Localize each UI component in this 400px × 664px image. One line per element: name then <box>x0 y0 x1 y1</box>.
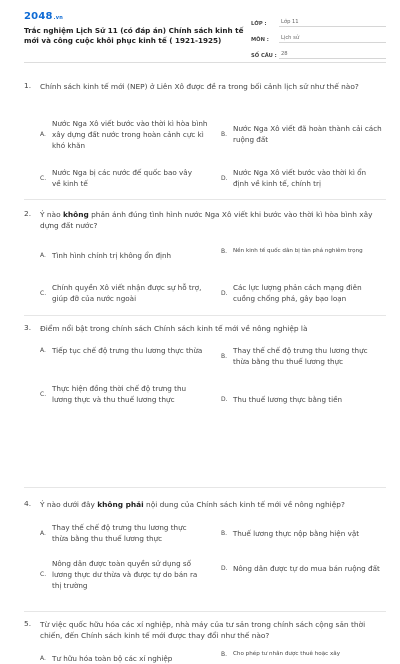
question-number: 3. <box>24 323 32 332</box>
option-d[interactable]: D. Các lực lượng phản cách mạng điên cuồng chống phá, gây bạo loạn <box>221 283 362 303</box>
question-text: Điểm nổi bật trong chính sách Chính sách kinh tế mới về nông nghiệp là <box>40 324 308 333</box>
option-b[interactable]: B. Nền kinh tế quốc dân bị tàn phá nghiêm trọng <box>221 248 363 255</box>
question-number: 5. <box>24 619 32 628</box>
option-c[interactable]: C. Nước Nga bị các nước đế quốc bao vây về kinh tế <box>40 168 192 188</box>
option-c[interactable]: C. Thực hiện đồng thời chế độ trưng thu lương thực và thu thuế lương thực <box>40 384 187 404</box>
quiz-meta <box>251 14 386 62</box>
option-b[interactable]: B. Thay thế chế độ trưng thu lương thực thừa bằng thu thuế lương thực <box>221 346 368 366</box>
option-a[interactable]: A. Tiếp tục chế độ trưng thu lương thực thừa <box>40 346 203 355</box>
meta-subject: MÔN : Lịch sử <box>251 30 386 43</box>
question-divider <box>24 315 386 316</box>
option-a[interactable]: A. Nước Nga Xô viết bước vào thời kì hòa bình xây dựng đất nước trong hoàn cảnh cực kì khó khăn <box>40 119 208 150</box>
option-d[interactable]: D. Thu thuế lương thực bằng tiền <box>221 395 343 404</box>
question-text: Chính sách kinh tế mới (NEP) ở Liên Xô được đề ra trong bối cảnh lịch sử như thế nào? <box>40 82 359 91</box>
question-divider <box>24 487 386 488</box>
question-number: 4. <box>24 499 32 508</box>
option-a[interactable]: A. Thay thế chế độ trưng thu lương thực thừa bằng thu thuế lương thực <box>40 523 187 543</box>
option-d[interactable]: D. Nước Nga Xô viết bước vào thời kì ổn định về kinh tế, chính trị <box>221 168 367 188</box>
option-b[interactable]: B. Cho phép tư nhân được thuê hoặc xây <box>221 651 341 658</box>
question-text: Từ việc quốc hữu hóa các xí nghiệp, nhà máy của tư sản trong chính sách cộng sản thời chiến, đến Chính sách kinh tế mới được thay đổi như thế nào? <box>40 620 366 640</box>
option-b[interactable]: B. Thuế lương thực nộp bằng hiện vật <box>221 529 360 538</box>
question-divider <box>24 199 386 200</box>
meta-question-count: SỐ CÂU : 28 <box>251 46 386 59</box>
site-logo[interactable]: 2048.vn <box>24 11 63 22</box>
question-text: Ý nào không phản ánh đúng tình hình nước Nga Xô viết khi bước vào thời kì hòa bình xây dựng đất nước? <box>40 210 373 230</box>
option-a[interactable]: A. Tư hữu hóa toàn bộ các xí nghiệp <box>40 654 173 663</box>
option-c[interactable]: C. Chính quyền Xô viết nhận được sự hỗ trợ, giúp đỡ của nước ngoài <box>40 283 202 303</box>
page-header <box>24 0 386 63</box>
option-d[interactable]: D. Nông dân được tự do mua bán ruộng đất <box>221 564 380 573</box>
question-number: 2. <box>24 209 32 218</box>
option-a[interactable]: A. Tình hình chính trị không ổn định <box>40 251 172 260</box>
question-number: 1. <box>24 81 32 90</box>
option-c[interactable]: C. Nông dân được toàn quyền sử dụng số lương thực dư thừa và được tự do bán ra thị trường <box>40 559 198 590</box>
quiz-title: Trắc nghiệm Lịch Sử 11 (có đáp án) Chính sách kinh tế mới và công cuộc khôi phục kinh tế ( 1921-1925) <box>24 26 244 45</box>
question-divider <box>24 611 386 612</box>
question-text: Ý nào dưới đây không phải nội dung của Chính sách kinh tế mới về nông nghiệp? <box>40 500 345 509</box>
meta-class: LỚP : Lớp 11 <box>251 14 386 27</box>
option-b[interactable]: B. Nước Nga Xô viết đã hoàn thành cải cách ruộng đất <box>221 124 382 144</box>
